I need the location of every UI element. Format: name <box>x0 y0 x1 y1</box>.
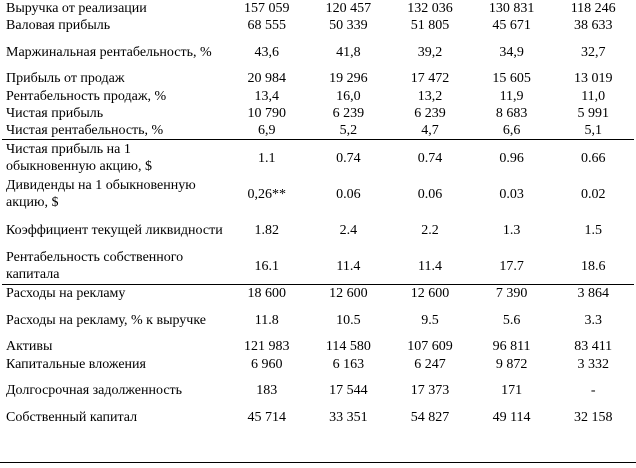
table-cell: 50 339 <box>329 18 368 34</box>
table-cell: 18.6 <box>580 258 606 274</box>
table-cell: 8 683 <box>495 105 528 121</box>
table-cell: 4,7 <box>421 123 439 139</box>
row-label: Дивиденды на 1 обыкновенную акцию, $ <box>6 178 196 211</box>
table-cell: 13 019 <box>573 71 613 87</box>
table-cell: 6 960 <box>251 356 283 372</box>
table-cell: 68 555 <box>247 18 287 34</box>
table-cell: 1.3 <box>502 222 521 238</box>
table-cell: 120 457 <box>325 1 372 17</box>
table-cell: 5.6 <box>502 312 521 328</box>
table-cell: 0.74 <box>308 140 390 177</box>
table-cell: 2.4 <box>339 222 358 238</box>
table-cell: 10 790 <box>247 105 287 121</box>
table-cell: 171 <box>501 383 523 399</box>
table-cell: 7 390 <box>471 285 553 303</box>
table-cell: 3 864 <box>552 285 634 303</box>
table-cell: 6 163 <box>332 356 365 372</box>
table-cell: 15 605 <box>492 71 531 87</box>
table-cell: 17.7 <box>499 258 524 274</box>
table-cell: 45 714 <box>247 409 287 425</box>
row-label: Собственный капитал <box>6 409 138 425</box>
table-cell: 41,8 <box>336 44 361 60</box>
financial-indicators-table <box>2 0 634 426</box>
table-cell: 11.4 <box>417 258 442 274</box>
table-cell: 0.06 <box>417 186 443 202</box>
table-row <box>2 70 634 87</box>
table-cell: 6,9 <box>258 123 276 139</box>
row-label: Маржинальная рентабельность, % <box>6 44 212 60</box>
row-label: Рентабельность собственного капитала <box>6 250 184 283</box>
table-cell: 107 609 <box>407 339 453 355</box>
row-label: Капитальные вложения <box>6 356 146 372</box>
row-label: Коэффициент текущей ликвидности <box>6 222 223 238</box>
table-cell: 49 114 <box>492 409 531 425</box>
table-row <box>2 373 634 409</box>
table-cell: 157 059 <box>244 1 290 17</box>
table-cell: 12 600 <box>389 285 471 303</box>
table-cell: 13,2 <box>417 88 443 104</box>
table-row <box>2 34 634 70</box>
table-cell: - <box>590 383 596 399</box>
table-cell: 5 991 <box>577 105 609 121</box>
bottom-rule <box>0 462 636 463</box>
table-cell: 114 580 <box>325 339 371 355</box>
row-label: Чистая прибыль на 1 обыкновенную акцию, $ <box>2 140 226 177</box>
table-cell: 130 831 <box>488 1 535 17</box>
table-cell: 17 472 <box>410 71 450 87</box>
table-cell: 1.5 <box>584 222 602 238</box>
table-cell: 9 872 <box>495 356 528 372</box>
table-cell: 17 373 <box>410 383 450 399</box>
table-row <box>2 338 634 355</box>
table-cell: 9.5 <box>421 312 439 328</box>
table-row <box>2 122 634 140</box>
table-cell: 11.8 <box>254 312 279 328</box>
table-cell: 34,9 <box>499 44 524 60</box>
table-cell: 11,0 <box>581 88 606 104</box>
table-cell: 0.06 <box>336 186 361 202</box>
table-cell: 0.66 <box>552 140 634 177</box>
table-cell: 1.82 <box>254 222 280 238</box>
table-cell: 18 600 <box>226 285 308 303</box>
table-cell: 0.03 <box>499 186 524 202</box>
table-cell: 43,6 <box>254 44 280 60</box>
row-label: Активы <box>6 339 53 355</box>
table-cell: 11.4 <box>336 258 361 274</box>
row-label: Расходы на рекламу, % к выручке <box>6 312 207 328</box>
table-cell: 3 332 <box>577 356 609 372</box>
row-label: Расходы на рекламу <box>2 285 226 303</box>
table-cell: 16.1 <box>254 258 280 274</box>
table-cell: 17 544 <box>329 383 368 399</box>
table-row <box>2 0 634 17</box>
table-row <box>2 140 634 177</box>
table-cell: 132 036 <box>407 1 453 17</box>
table-cell: 51 805 <box>410 18 450 34</box>
table-cell: 0.02 <box>580 186 606 202</box>
table-cell: 1.1 <box>226 140 308 177</box>
table-cell: 54 827 <box>410 409 450 425</box>
table-row <box>2 176 634 212</box>
table-cell: 38 633 <box>573 18 613 34</box>
table-cell: 19 296 <box>329 71 368 87</box>
table-cell: 6 239 <box>414 105 446 121</box>
table-cell: 45 671 <box>492 18 531 34</box>
row-label: Выручка от реализации <box>6 1 147 17</box>
table-row <box>2 356 634 373</box>
table-cell: 183 <box>256 383 278 399</box>
table-cell: 96 811 <box>492 339 531 355</box>
table-cell: 20 984 <box>247 71 287 87</box>
table-cell: 11,9 <box>499 88 524 104</box>
row-label: Прибыль от продаж <box>6 71 125 87</box>
table-cell: 6,6 <box>502 123 521 139</box>
table-row <box>2 285 634 303</box>
row-label: Валовая прибыль <box>6 18 111 34</box>
table-cell: 83 411 <box>574 339 613 355</box>
table-row <box>2 302 634 338</box>
table-row <box>2 88 634 105</box>
table-row <box>2 105 634 122</box>
table-cell: 39,2 <box>417 44 443 60</box>
table-body <box>2 0 634 426</box>
table-cell: 12 600 <box>308 285 390 303</box>
row-label: Чистая рентабельность, % <box>6 123 164 139</box>
table-cell: 13,4 <box>254 88 280 104</box>
table-cell: 5,1 <box>584 123 602 139</box>
table-cell: 3.3 <box>584 312 602 328</box>
table-cell: 2.2 <box>421 222 439 238</box>
table-cell: 32 158 <box>573 409 613 425</box>
table-cell: 0,26** <box>247 186 287 202</box>
table-cell: 10.5 <box>336 312 361 328</box>
table-cell: 6 247 <box>414 356 446 372</box>
row-label: Долгосрочная задолженность <box>6 383 183 399</box>
table-row <box>2 409 634 426</box>
table-cell: 0.96 <box>471 140 553 177</box>
table-cell: 118 246 <box>570 1 616 17</box>
table-cell: 6 239 <box>332 105 365 121</box>
table-cell: 121 983 <box>244 339 290 355</box>
table-row <box>2 212 634 248</box>
table-cell: 5,2 <box>339 123 358 139</box>
table-cell: 0.74 <box>389 140 471 177</box>
row-label: Чистая прибыль <box>6 105 104 121</box>
table-cell: 16,0 <box>336 88 361 104</box>
row-label: Рентабельность продаж, % <box>6 88 167 104</box>
table-cell: 33 351 <box>329 409 368 425</box>
table-row <box>2 248 634 285</box>
table-row <box>2 17 634 34</box>
table-cell: 32,7 <box>580 44 606 60</box>
